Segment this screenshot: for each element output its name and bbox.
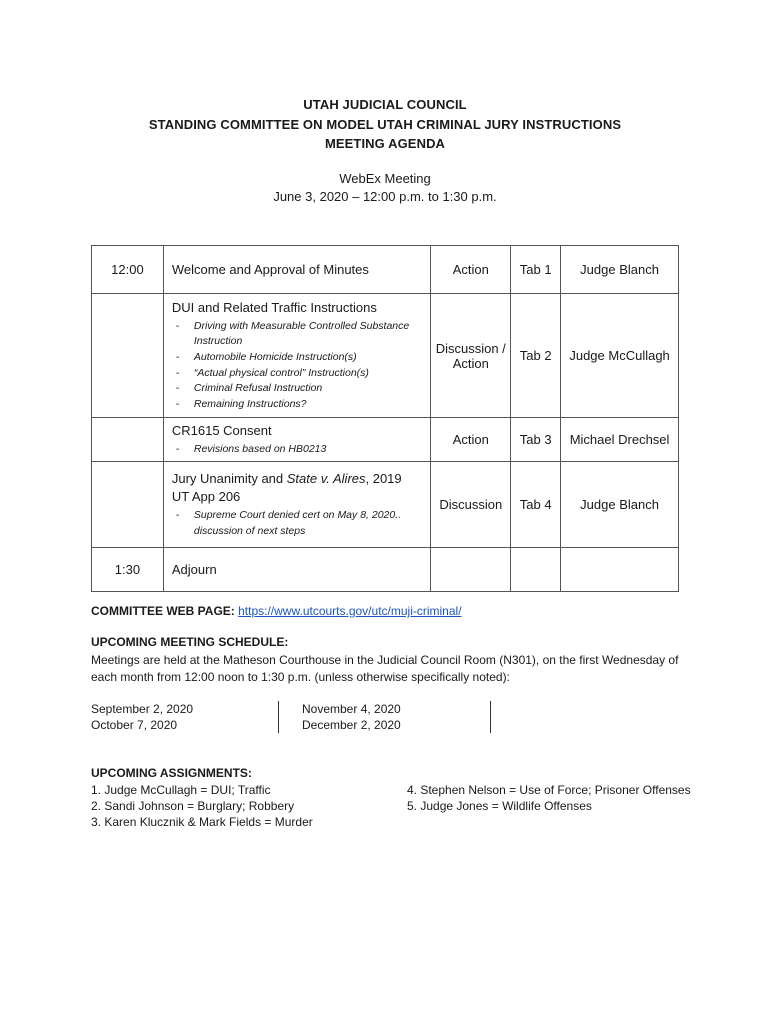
column-divider <box>278 701 279 733</box>
title-text: Jury Unanimity and <box>171 470 287 486</box>
agenda-subitems <box>172 442 422 458</box>
citation-text: , 2019 UT App 206 <box>171 470 402 504</box>
agenda-item <box>163 548 430 592</box>
agenda-item <box>163 294 430 418</box>
schedule-date: December 2, 2020 <box>302 718 401 732</box>
agenda-item <box>163 418 430 462</box>
agenda-time: 1:30 <box>92 548 164 592</box>
agenda-subitem: - Remaining Instructions? <box>172 397 422 413</box>
agenda-item-title: Adjourn <box>171 561 217 577</box>
assignments-heading: UPCOMING ASSIGNMENTS: <box>91 766 252 780</box>
agenda-time: 12:00 <box>92 246 164 294</box>
agenda-tab: Tab 3 <box>511 418 561 462</box>
agenda-row <box>92 418 679 462</box>
agenda-subitem: - Revisions based on HB0213 <box>172 442 422 458</box>
agenda-presenter: Judge Blanch <box>561 462 679 548</box>
schedule-date: September 2, 2020 <box>91 702 194 716</box>
meeting-info <box>0 170 770 205</box>
agenda-subitem: - Criminal Refusal Instruction <box>172 381 422 397</box>
web-page-link[interactable]: https://www.utcourts.gov/utc/muji-criminal/ <box>238 604 462 618</box>
agenda-time <box>92 462 164 548</box>
assignment-item: 2. Sandi Johnson = Burglary; Robbery <box>91 799 295 814</box>
agenda-presenter: Judge Blanch <box>561 246 679 294</box>
case-name: State v. Alires <box>286 470 366 486</box>
agenda-subitems <box>172 319 422 413</box>
agenda-item <box>163 246 430 294</box>
agenda-time <box>92 418 164 462</box>
assignment-item: 5. Judge Jones = Wildlife Offenses <box>407 799 592 814</box>
assignment-item: 3. Karen Klucznik & Mark Fields = Murder <box>91 815 313 830</box>
agenda-subitem: - Automobile Homicide Instruction(s) <box>172 350 422 366</box>
agenda-action: Action <box>431 418 511 462</box>
agenda-presenter: Judge McCullagh <box>561 294 679 418</box>
committee-title: STANDING COMMITTEE ON MODEL UTAH CRIMINAL JURY INSTRUCTIONS <box>148 116 622 132</box>
agenda-subitems <box>172 508 422 539</box>
agenda-time <box>92 294 164 418</box>
column-divider <box>490 701 491 733</box>
agenda-action: Discussion / Action <box>431 294 511 418</box>
schedule-heading: UPCOMING MEETING SCHEDULE: <box>91 635 289 649</box>
agenda-row <box>92 294 679 418</box>
agenda-row <box>92 462 679 548</box>
web-page-label: COMMITTEE WEB PAGE: <box>91 604 235 618</box>
assignment-item: 1. Judge McCullagh = DUI; Traffic <box>91 783 271 797</box>
meeting-datetime: June 3, 2020 – 12:00 p.m. to 1:30 p.m. <box>273 188 497 204</box>
agenda-item-title <box>172 470 422 506</box>
schedule-dates-col1 <box>91 701 193 733</box>
agenda-subitem: - Supreme Court denied cert on May 8, 2020.. discussion of next steps <box>172 508 422 539</box>
agenda-action <box>431 548 511 592</box>
agenda-tab <box>511 548 561 592</box>
agenda-item-title: CR1615 Consent <box>171 422 272 438</box>
agenda-subitem: - Driving with Measurable Controlled Substance Instruction <box>172 319 422 350</box>
agenda-tab: Tab 1 <box>511 246 561 294</box>
committee-web-page <box>91 604 462 618</box>
agenda-row <box>92 246 679 294</box>
schedule-dates-col2 <box>302 701 401 733</box>
schedule-date: October 7, 2020 <box>91 718 178 732</box>
agenda-presenter: Michael Drechsel <box>561 418 679 462</box>
agenda-tab: Tab 4 <box>511 462 561 548</box>
assignment-item: 4. Stephen Nelson = Use of Force; Prisoner Offenses <box>407 783 691 797</box>
agenda-item-title: DUI and Related Traffic Instructions <box>171 299 377 315</box>
agenda-action: Action <box>431 246 511 294</box>
schedule-date: November 4, 2020 <box>302 702 401 716</box>
agenda-tab: Tab 2 <box>511 294 561 418</box>
agenda-presenter <box>561 548 679 592</box>
assignments-col2 <box>407 782 691 814</box>
assignments-col1 <box>91 782 313 831</box>
agenda-action: Discussion <box>431 462 511 548</box>
agenda-item-title: Welcome and Approval of Minutes <box>171 261 369 277</box>
document-title: MEETING AGENDA <box>324 136 446 151</box>
agenda-subitem: - “Actual physical control” Instruction(s) <box>172 366 422 382</box>
document-header <box>0 95 770 154</box>
meeting-type: WebEx Meeting <box>339 171 431 186</box>
council-title: UTAH JUDICIAL COUNCIL <box>303 97 467 112</box>
schedule-text: Meetings are held at the Matheson Courthouse in the Judicial Council Room (N301), on the first Wednesday of each month from 12:00 noon to 1:30 p.m. (unless otherwise specifically noted): <box>91 653 679 684</box>
agenda-row <box>92 548 679 592</box>
agenda-table <box>91 245 679 592</box>
agenda-item <box>163 462 430 548</box>
